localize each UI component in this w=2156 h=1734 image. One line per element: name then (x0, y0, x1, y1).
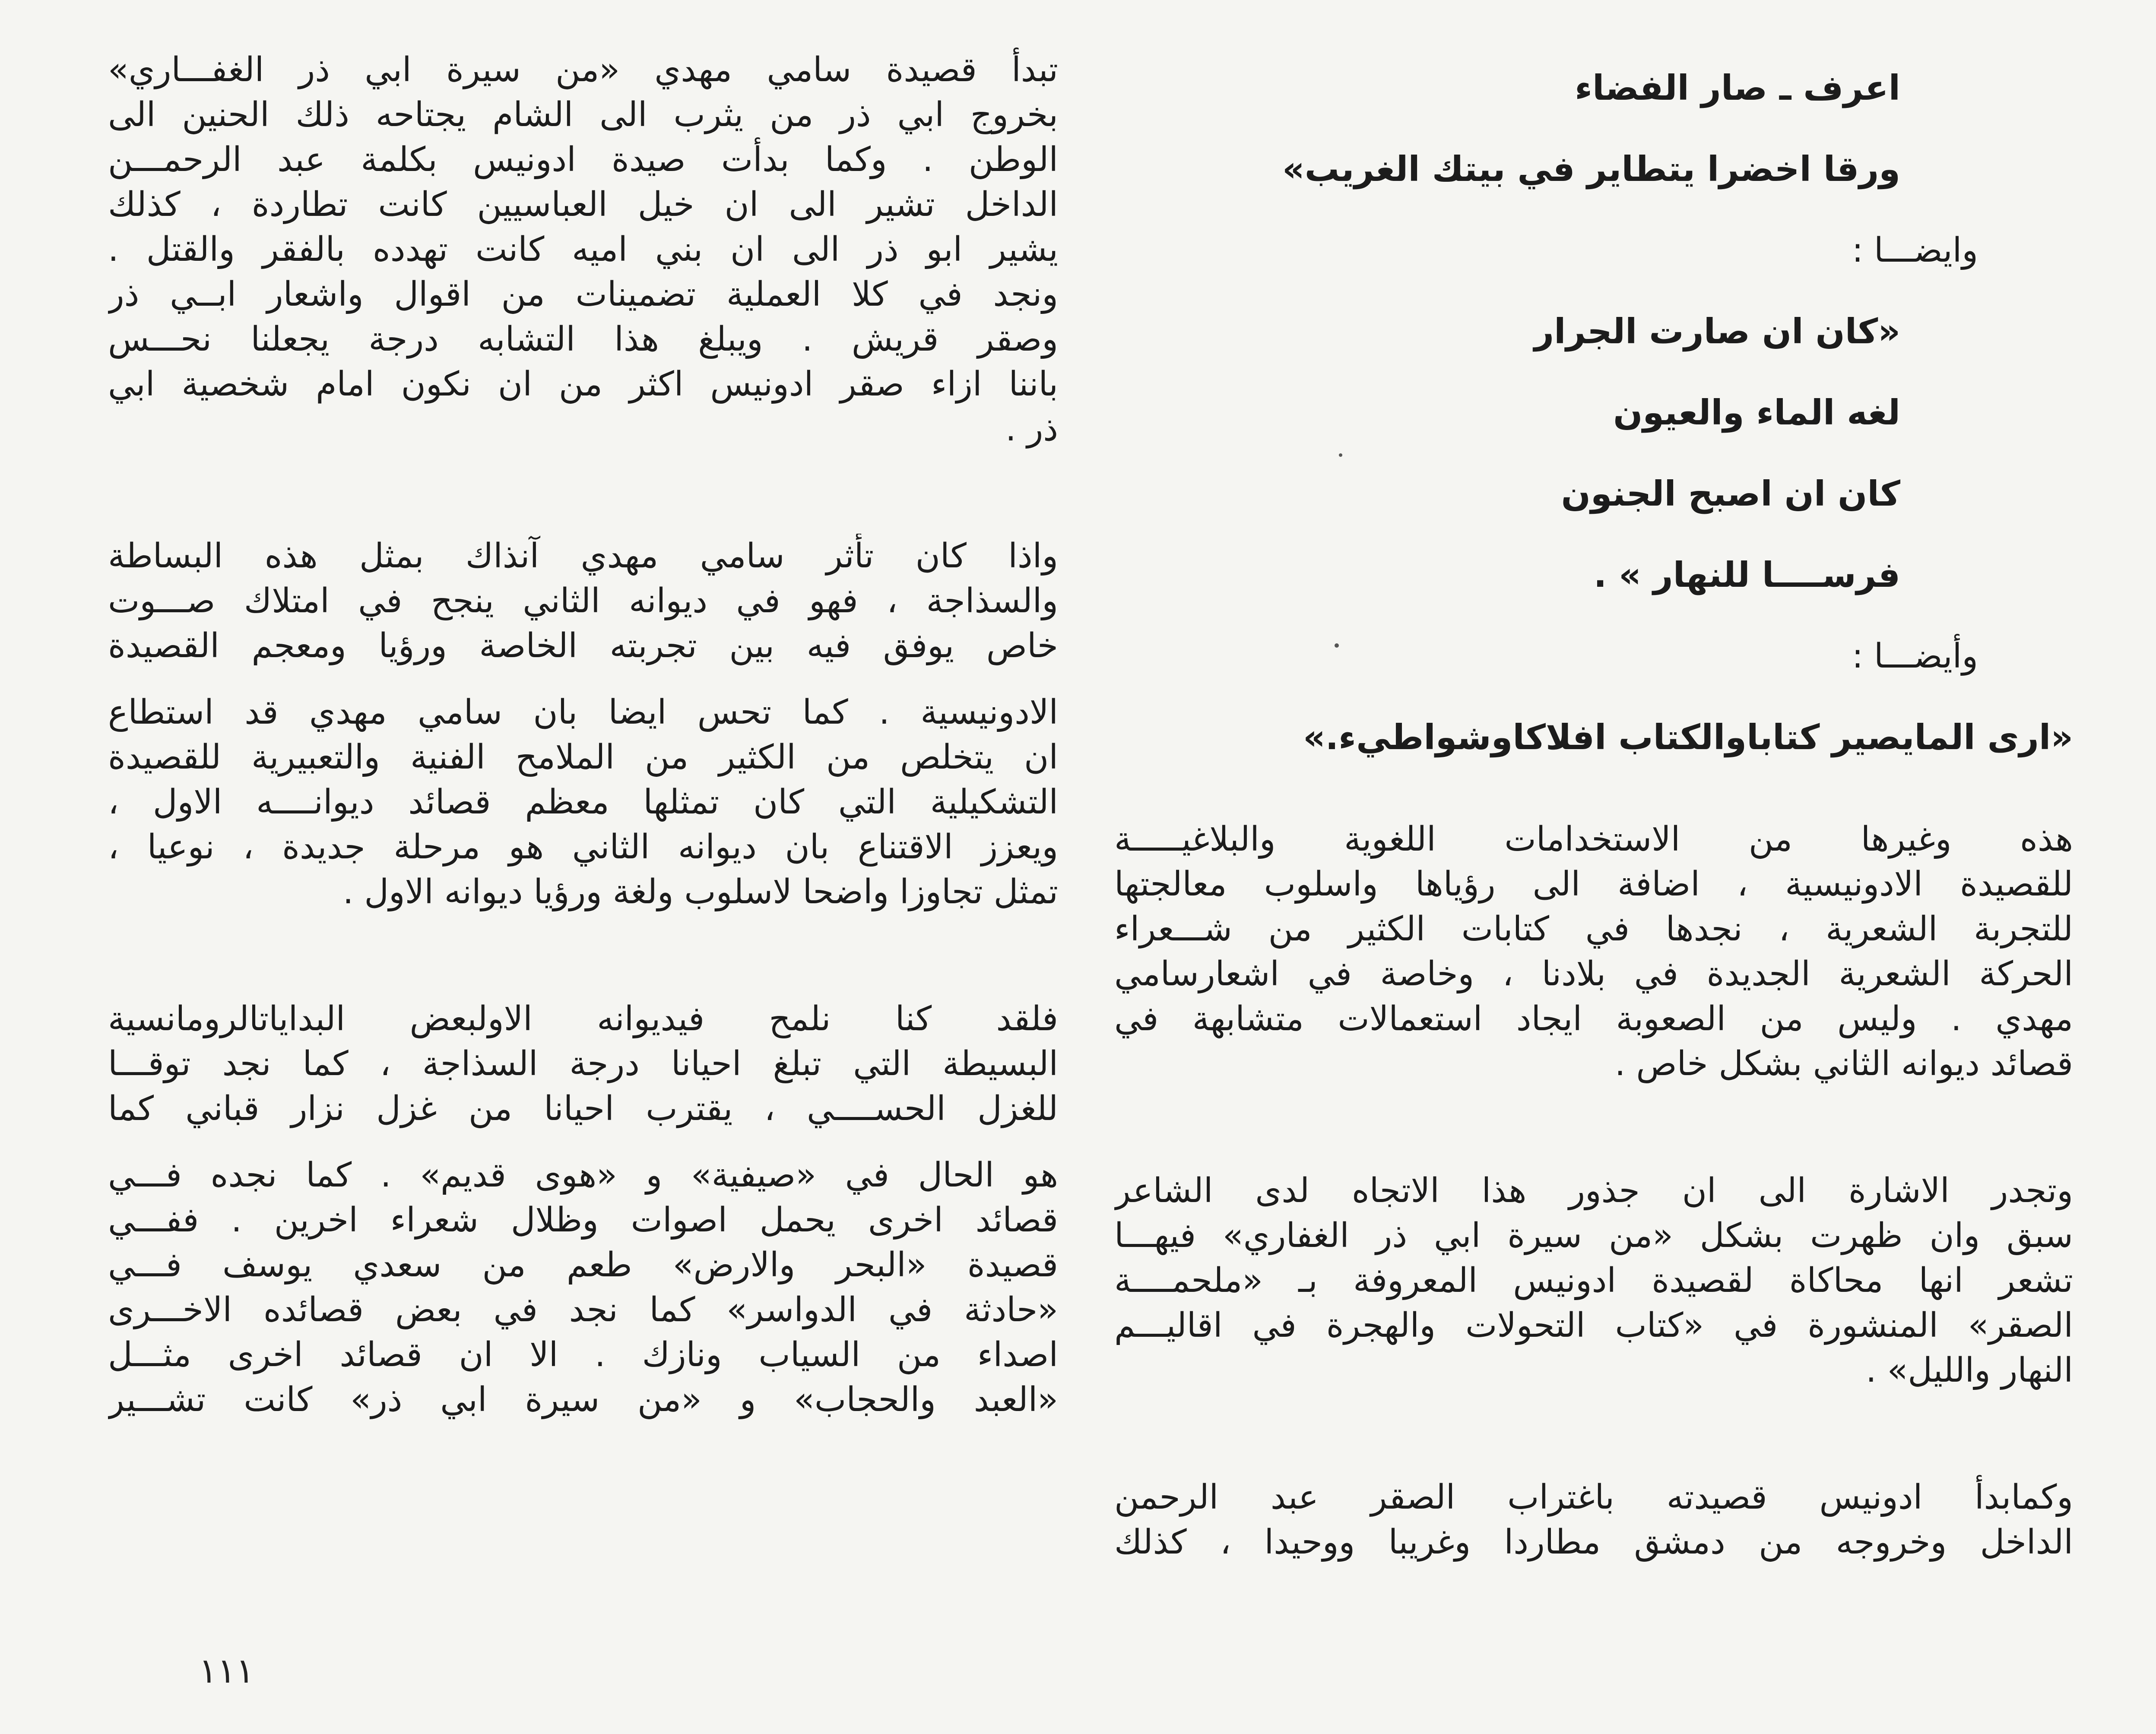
verse-line: اعرف ـ صار الفضاء (1575, 68, 1900, 108)
verse-line: فرســــا للنهار » . (1593, 555, 1900, 595)
intro-label: وأيضـــا : (1852, 637, 1978, 676)
text-line: خاص يوفق فيه بين تجربته الخاصة ورؤيا ومعجم القصيدة (108, 627, 1058, 665)
verse-line: «كان ان صارت الجرار (1534, 311, 1900, 351)
text-line: الداخل وخروجه من دمشق مطاردا وغريبا ووحيدا ، كذلك (1114, 1523, 2073, 1562)
text-line: «حادثة في الدواسر» كما نجد في بعض قصائده الاخـــرى (108, 1291, 1058, 1329)
text-line: ويعزز الاقتناع بان ديوانه الثاني هو مرحلة جديدة ، نوعيا ، (108, 828, 1058, 867)
text-line: للقصيدة الادونيسية ، اضافة الى رؤياها واسلوب معالجتها (1114, 865, 2073, 904)
spacer (1114, 1086, 2073, 1168)
text-line: يشير ابو ذر الى ان بني اميه كانت تهدده بالفقر والقتل . (108, 230, 1058, 269)
text-line: الصقر» المنشورة في «كتاب التحولات والهجرة في اقاليـــم (1114, 1306, 2073, 1345)
text-line: تبدأ قصيدة سامي مهدي «من سيرة ابي ذر الغفـــاري» (108, 51, 1058, 89)
scan-speck (1335, 643, 1339, 648)
spacer (108, 668, 1058, 690)
text-line: مهدي . وليس من الصعوبة ايجاد استعمالات متشابهة في (1114, 1000, 2073, 1038)
text-line: قصائد ديوانه الثاني بشكل خاص . (1614, 1044, 2073, 1083)
text-line: اصداء من السياب ونازك . الا ان قصائد اخرى مثـــل (108, 1335, 1058, 1374)
verse-line: «ارى المايصير كتاباوالكتاب افلاكاوشواطيء.» (1303, 717, 2073, 757)
text-line: بخروج ابي ذر من يثرب الى الشام يجتاحه ذلك الحنين الى (108, 95, 1058, 134)
spacer (108, 914, 1058, 997)
text-line: ان يتخلص من الكثير من الملامح الفنية والتعبيرية للقصيدة (108, 738, 1058, 777)
verse-line: ورقا اخضرا يتطاير في بيتك الغريب» (1282, 149, 1900, 189)
scan-speck (1339, 453, 1342, 457)
text-line: باننا ازاء صقر ادونيس اكثر من ان نكون امام شخصية ابي (108, 365, 1058, 404)
text-line: الوطن . وكما بدأت صيدة ادونيس بكلمة عبد الرحمـــن (108, 140, 1058, 179)
text-line: قصيدة «البحر والارض» طعم من سعدي يوسف فـــي (108, 1246, 1058, 1285)
text-line: ونجد في كلا العملية تضمينات من اقوال واشعار ابــي ذر (108, 275, 1058, 314)
text-line: البسيطة التي تبلغ احيانا درجة السذاجة ، كما نجد توقـــا (108, 1044, 1058, 1083)
text-line: للغزل الحســــي ، يقترب احيانا من غزل نزار قباني كما (108, 1089, 1058, 1128)
text-line: «العبد والحجاب» و «من سيرة ابي ذر» كانت تشـــير (108, 1380, 1058, 1419)
paragraph (1114, 1168, 2073, 1393)
paragraph (108, 997, 1058, 1422)
paragraph (108, 534, 1058, 914)
right-column (1114, 47, 2073, 1645)
text-line: فلقد كنا نلمح فيديوانه الاولبعض البداياتالرومانسية (108, 1000, 1058, 1038)
text-line: سبق وان ظهرت بشكل «من سيرة ابي ذر الغفاري» فيهـــا (1114, 1216, 2073, 1255)
text-line: والسذاجة ، فهو في ديوانه الثاني ينجح في امتلاك صـــوت (108, 582, 1058, 620)
verse-line: لغه الماء والعيون (1613, 392, 1900, 433)
spacer (1114, 778, 2073, 817)
text-line: ذر . (1005, 410, 1058, 449)
intro-label: وايضـــا : (1852, 231, 1978, 270)
text-line: تشعر انها محاكاة لقصيدة ادونيس المعروفة بـ «ملحمــــة (1114, 1261, 2073, 1300)
left-column (108, 47, 1058, 1645)
text-line: هو الحال في «صيفية» و «هوى قديم» . كما نجده فـــي (108, 1156, 1058, 1195)
text-line: هذه وغيرها من الاستخدامات اللغوية والبلاغيـــــة (1114, 820, 2073, 859)
text-line: قصائد اخرى يحمل اصوات وظلال شعراء اخرين . ففـــي (108, 1201, 1058, 1240)
paragraph (1114, 817, 2073, 1086)
text-line: وكمابدأ ادونيس قصيدته باغتراب الصقر عبد الرحمن (1114, 1478, 2073, 1517)
text-line: وتجدر الاشارة الى ان جذور هذا الاتجاه لدى الشاعر (1114, 1171, 2073, 1210)
spacer (1114, 1393, 2073, 1475)
text-line: الحركة الشعرية الجديدة في بلادنا ، وخاصة في اشعارسامي (1114, 955, 2073, 994)
verse-line: كان ان اصبح الجنون (1561, 474, 1900, 514)
spacer (108, 452, 1058, 534)
text-line: تمثل تجاوزا واضحا لاسلوب ولغة ورؤيا ديوانه الاول . (342, 873, 1058, 911)
spacer (108, 1131, 1058, 1153)
page-number: ١١١ (199, 1651, 254, 1691)
text-line: النهار والليل» . (1866, 1351, 2073, 1390)
paragraph (108, 47, 1058, 452)
paragraph (1114, 1475, 2073, 1565)
text-line: واذا كان تأثر سامي مهدي آنذاك بمثل هذه البساطة (108, 537, 1058, 576)
text-line: التشكيلية التي كان تمثلها معظم قصائد ديوانــــه الاول ، (108, 783, 1058, 822)
text-line: للتجربة الشعرية ، نجدها في كتابات الكثير من شـــعراء (1114, 910, 2073, 949)
text-line: وصقر قريش . ويبلغ هذا التشابه درجة يجعلنا نحـــس (108, 320, 1058, 359)
text-line: الادونيسية . كما تحس ايضا بان سامي مهدي قد استطاع (108, 693, 1058, 732)
text-line: الداخل تشير الى ان خيل العباسيين كانت تطاردة ، كذلك (108, 185, 1058, 224)
